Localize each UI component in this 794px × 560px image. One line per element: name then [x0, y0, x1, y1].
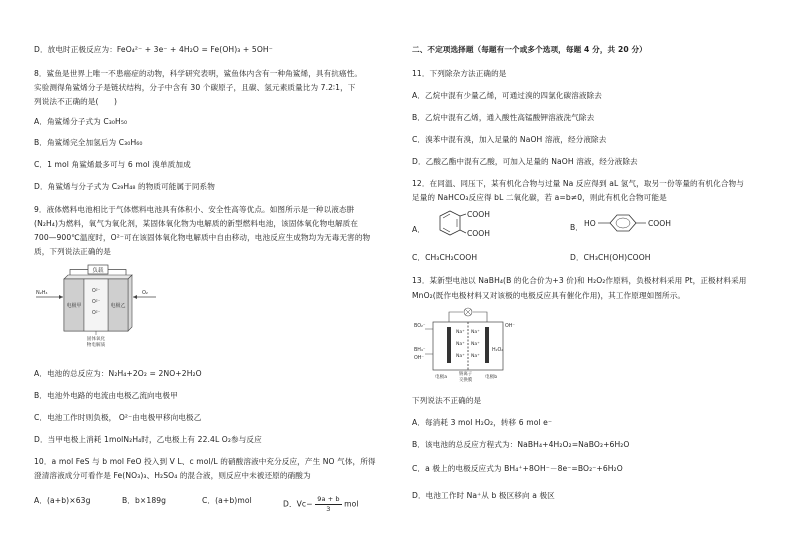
q13-option-c: C．a 极上的电极反应式为 BH₄⁺+8OH⁻－8e⁻=BO₂⁻+6H₂O [412, 464, 623, 473]
svg-text:电极乙: 电极乙 [110, 303, 126, 309]
q12-stem-1: 12．在同温、同压下，某有机化合物与过量 Na 反应得到 aL 氢气，取另一份等量的有机化合物与 [412, 179, 744, 188]
svg-text:交换膜: 交换膜 [459, 378, 473, 382]
section-heading: 二、不定项选择题（每题有一个或多个选项，每题 4 分，共 20 分） [412, 45, 647, 54]
q12-stem-2: 足量的 NaHCO₃反应得 bL 二氧化碳，若 a=b≠0，则此有机化合物可能是 [412, 193, 667, 202]
q8-stem-1: 8．鲨鱼是世界上唯一不患癌症的动物，科学研究表明，鲨鱼体内含有一种角鲨烯，具有抗癌性。 [34, 69, 363, 78]
q10-option-d: D．Vc− $\frac{9a + b}{3}$ mol [283, 495, 359, 513]
svg-text:H₂O₂: H₂O₂ [492, 348, 504, 353]
fuel-cell-svg [34, 262, 159, 347]
q9-stem-3: 700—900℃温度时，O²⁻可在该固体氧化物电解质中自由移动，电池反应生成物均为无毒无害的物 [34, 233, 371, 242]
svg-text:Na⁺: Na⁺ [471, 342, 480, 347]
q13-option-a: A．每消耗 3 mol H₂O₂，转移 6 mol e⁻ [412, 418, 553, 427]
q8-stem-3: 列说法不正确的是( ) [34, 97, 118, 106]
electrode-a-bar [447, 327, 451, 363]
svg-text:COOH: COOH [467, 229, 490, 238]
fuel-label: N₂H₄ [36, 290, 48, 296]
svg-text:OH⁻: OH⁻ [505, 324, 515, 329]
phthalic-acid-structure [428, 208, 503, 244]
svg-text:Na⁺: Na⁺ [456, 342, 465, 347]
svg-text:OH⁻: OH⁻ [414, 356, 424, 361]
q9-stem-2: (N₂H₄)为燃料，氧气为氧化剂，某固体氧化物为电解质的新型燃料电池，该固体氧化物电解质在 [34, 219, 359, 228]
fraction-denominator: 3 [326, 505, 331, 513]
svg-text:COOH: COOH [648, 219, 671, 228]
svg-text:电极a: 电极a [435, 375, 448, 380]
q13-stem-3: 下列说法不正确的是 [412, 396, 482, 405]
svg-text:电极甲: 电极甲 [66, 303, 82, 309]
fuel-cell-diagram [34, 262, 159, 347]
svg-text:BO₂⁻: BO₂⁻ [414, 324, 426, 329]
q9-option-d: D．当甲电极上消耗 1molN₂H₄时，乙电极上有 22.4L O₂参与反应 [34, 435, 262, 444]
q10-option-a: A．(a+b)×63g [34, 496, 91, 505]
q10-option-c: C．(a+b)mol [202, 496, 252, 505]
svg-text:HO: HO [584, 219, 596, 228]
q11-option-b: B．乙烷中混有乙烯，通入酸性高锰酸钾溶液洗气除去 [412, 113, 595, 122]
q11-option-d: D．乙酸乙酯中混有乙酸，可加入足量的 NaOH 溶液，经分液除去 [412, 157, 638, 166]
oxidant-label: O₂ [142, 290, 148, 296]
q9-stem-4: 质，下列说法正确的是 [34, 247, 111, 256]
nabh4-cell-svg [413, 307, 518, 382]
q12-option-b-label: B． [570, 223, 584, 232]
svg-text:电极b: 电极b [485, 375, 498, 380]
svg-text:固体氧化: 固体氧化 [86, 337, 106, 342]
q10-option-b: B．b×189g [122, 496, 167, 505]
q9-option-c: C．电池工作时则负极， O²⁻由电极甲移向电极乙 [34, 413, 202, 422]
q11-option-a: A．乙烷中混有少量乙烯，可通过溴的四氯化碳溶液除去 [412, 91, 602, 100]
load-label: 负载 [92, 268, 104, 274]
q12-option-c: C．CH₃CH₂COOH [412, 253, 478, 262]
electrode-b-bar [485, 327, 489, 363]
svg-text:COOH: COOH [467, 210, 490, 219]
q8-option-b: B．角鲨烯完全加氢后为 C₃₀H₆₀ [34, 138, 143, 147]
electrolyte [84, 279, 108, 331]
q8-stem-2: 实验测得角鲨烯分子是链状结构，分子中含有 30 个碳原子，且碳、氢元素质量比为 7.2∶1，下 [34, 83, 356, 92]
q12-option-a-label: A． [412, 225, 425, 234]
svg-text:Na⁺: Na⁺ [471, 330, 480, 335]
q8-option-d: D．角鲨烯与分子式为 C₂₉H₄₈ 的物质可能属于同系物 [34, 182, 215, 191]
q12-option-d: D．CH₃CH(OH)COOH [570, 253, 651, 262]
q9-stem-1: 9．液体燃料电池相比于气体燃料电池具有体积小、安全性高等优点。如图所示是一种以液态肼 [34, 205, 355, 214]
svg-text:Na⁺: Na⁺ [456, 330, 465, 335]
q13-stem-2: MnO₂(既作电极材料又对该极的电极反应具有催化作用)，其工作原理如图所示。 [412, 291, 686, 300]
svg-text:钠离子: 钠离子 [459, 372, 473, 377]
svg-text:BH₄⁻: BH₄⁻ [414, 348, 426, 353]
q10-stem-2: 澄清溶液成分可看作是 Fe(NO₃)₃、H₂SO₄ 的混合液，则反应中未被还原的硝酸为 [34, 471, 311, 480]
q13-option-d: D．电池工作时 Na⁺从 b 极区移向 a 极区 [412, 491, 555, 500]
q8-option-c: C．1 mol 角鲨烯最多可与 6 mol 溴单质加成 [34, 160, 191, 169]
svg-text:物电解质: 物电解质 [86, 343, 106, 347]
svg-text:Na⁺: Na⁺ [456, 354, 465, 359]
q8-option-a: A．角鲨烯分子式为 C₃₀H₅₀ [34, 117, 128, 126]
hydroxybenzoic-acid-structure [584, 212, 704, 238]
q13-stem-1: 13．某新型电池以 NaBH₄(B 的化合价为+3 价)和 H₂O₂作原料，负极材料采用 Pt，正极材料采用 [412, 276, 747, 285]
q10-stem-1: 10．a mol FeS 与 b mol FeO 投入到 V L、c mol/L 的硝酸溶液中充分反应，产生 NO 气体，所得 [34, 457, 376, 466]
q13-option-b: B．该电池的总反应方程式为：NaBH₄+4H₂O₂=NaBO₂+6H₂O [412, 440, 630, 449]
fraction-numerator: 9a + b [317, 495, 340, 503]
svg-text:O²⁻: O²⁻ [92, 311, 101, 316]
svg-text:Na⁺: Na⁺ [471, 354, 480, 359]
svg-text:O²⁻: O²⁻ [92, 289, 101, 294]
nabh4-cell-diagram [413, 307, 518, 382]
q7-option-d: D．放电时正极反应为：FeO₄²⁻ + 3e⁻ + 4H₂O = Fe(OH)₃ + 5OH⁻ [34, 45, 273, 54]
q9-option-b: B．电池外电路的电流由电极乙流向电极甲 [34, 391, 178, 400]
q11-stem: 11．下列除杂方法正确的是 [412, 69, 507, 78]
svg-text:O²⁻: O²⁻ [92, 300, 101, 305]
q11-option-c: C．溴苯中混有溴，加入足量的 NaOH 溶液，经分液除去 [412, 135, 607, 144]
q9-option-a: A．电池的总反应为：N₂H₄+2O₂ = 2NO+2H₂O [34, 369, 202, 378]
